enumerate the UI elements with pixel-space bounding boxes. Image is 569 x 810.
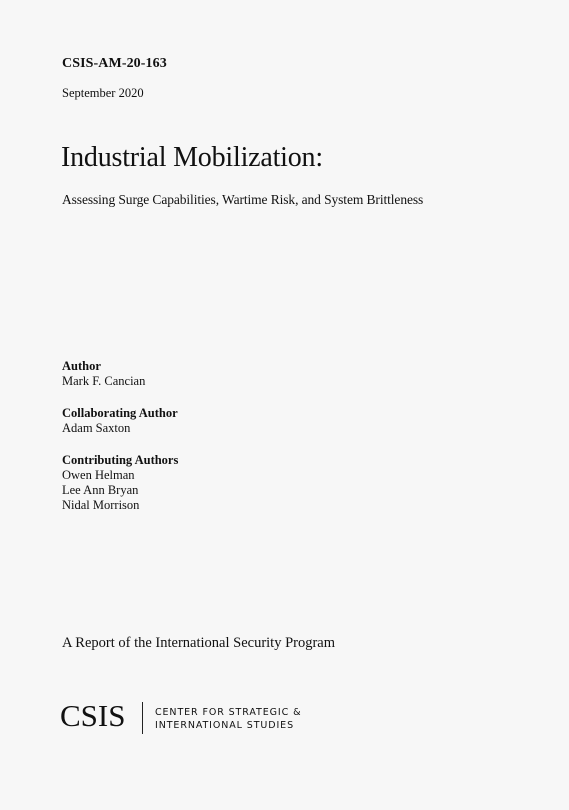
logo-divider [142, 702, 143, 734]
author-name: Adam Saxton [62, 421, 131, 435]
authors-section [62, 359, 178, 530]
author-group-author [62, 359, 178, 389]
logo-organization-name [155, 706, 335, 732]
document-subtitle: Assessing Surge Capabilities, Wartime Risk, and System Brittleness [62, 192, 424, 207]
author-name: Owen Helman [62, 468, 135, 482]
author-group-collaborating [62, 406, 178, 436]
report-id: CSIS-AM-20-163 [62, 56, 167, 71]
author-name: Lee Ann Bryan [62, 483, 139, 497]
author-role-label: Contributing Authors [62, 453, 179, 467]
author-role-label: Author [62, 359, 101, 373]
author-name: Mark F. Cancian [62, 374, 146, 388]
logo-mark: CSIS [60, 698, 126, 733]
document-title: Industrial Mobilization: [61, 142, 323, 173]
logo-line-1: CENTER FOR STRATEGIC & [155, 707, 302, 718]
logo-line-2: INTERNATIONAL STUDIES [155, 720, 295, 731]
author-role-label: Collaborating Author [62, 406, 178, 420]
author-name: Nidal Morrison [62, 498, 140, 512]
author-group-contributing [62, 453, 178, 513]
publication-date: September 2020 [62, 86, 144, 100]
program-statement: A Report of the International Security Program [62, 635, 336, 651]
